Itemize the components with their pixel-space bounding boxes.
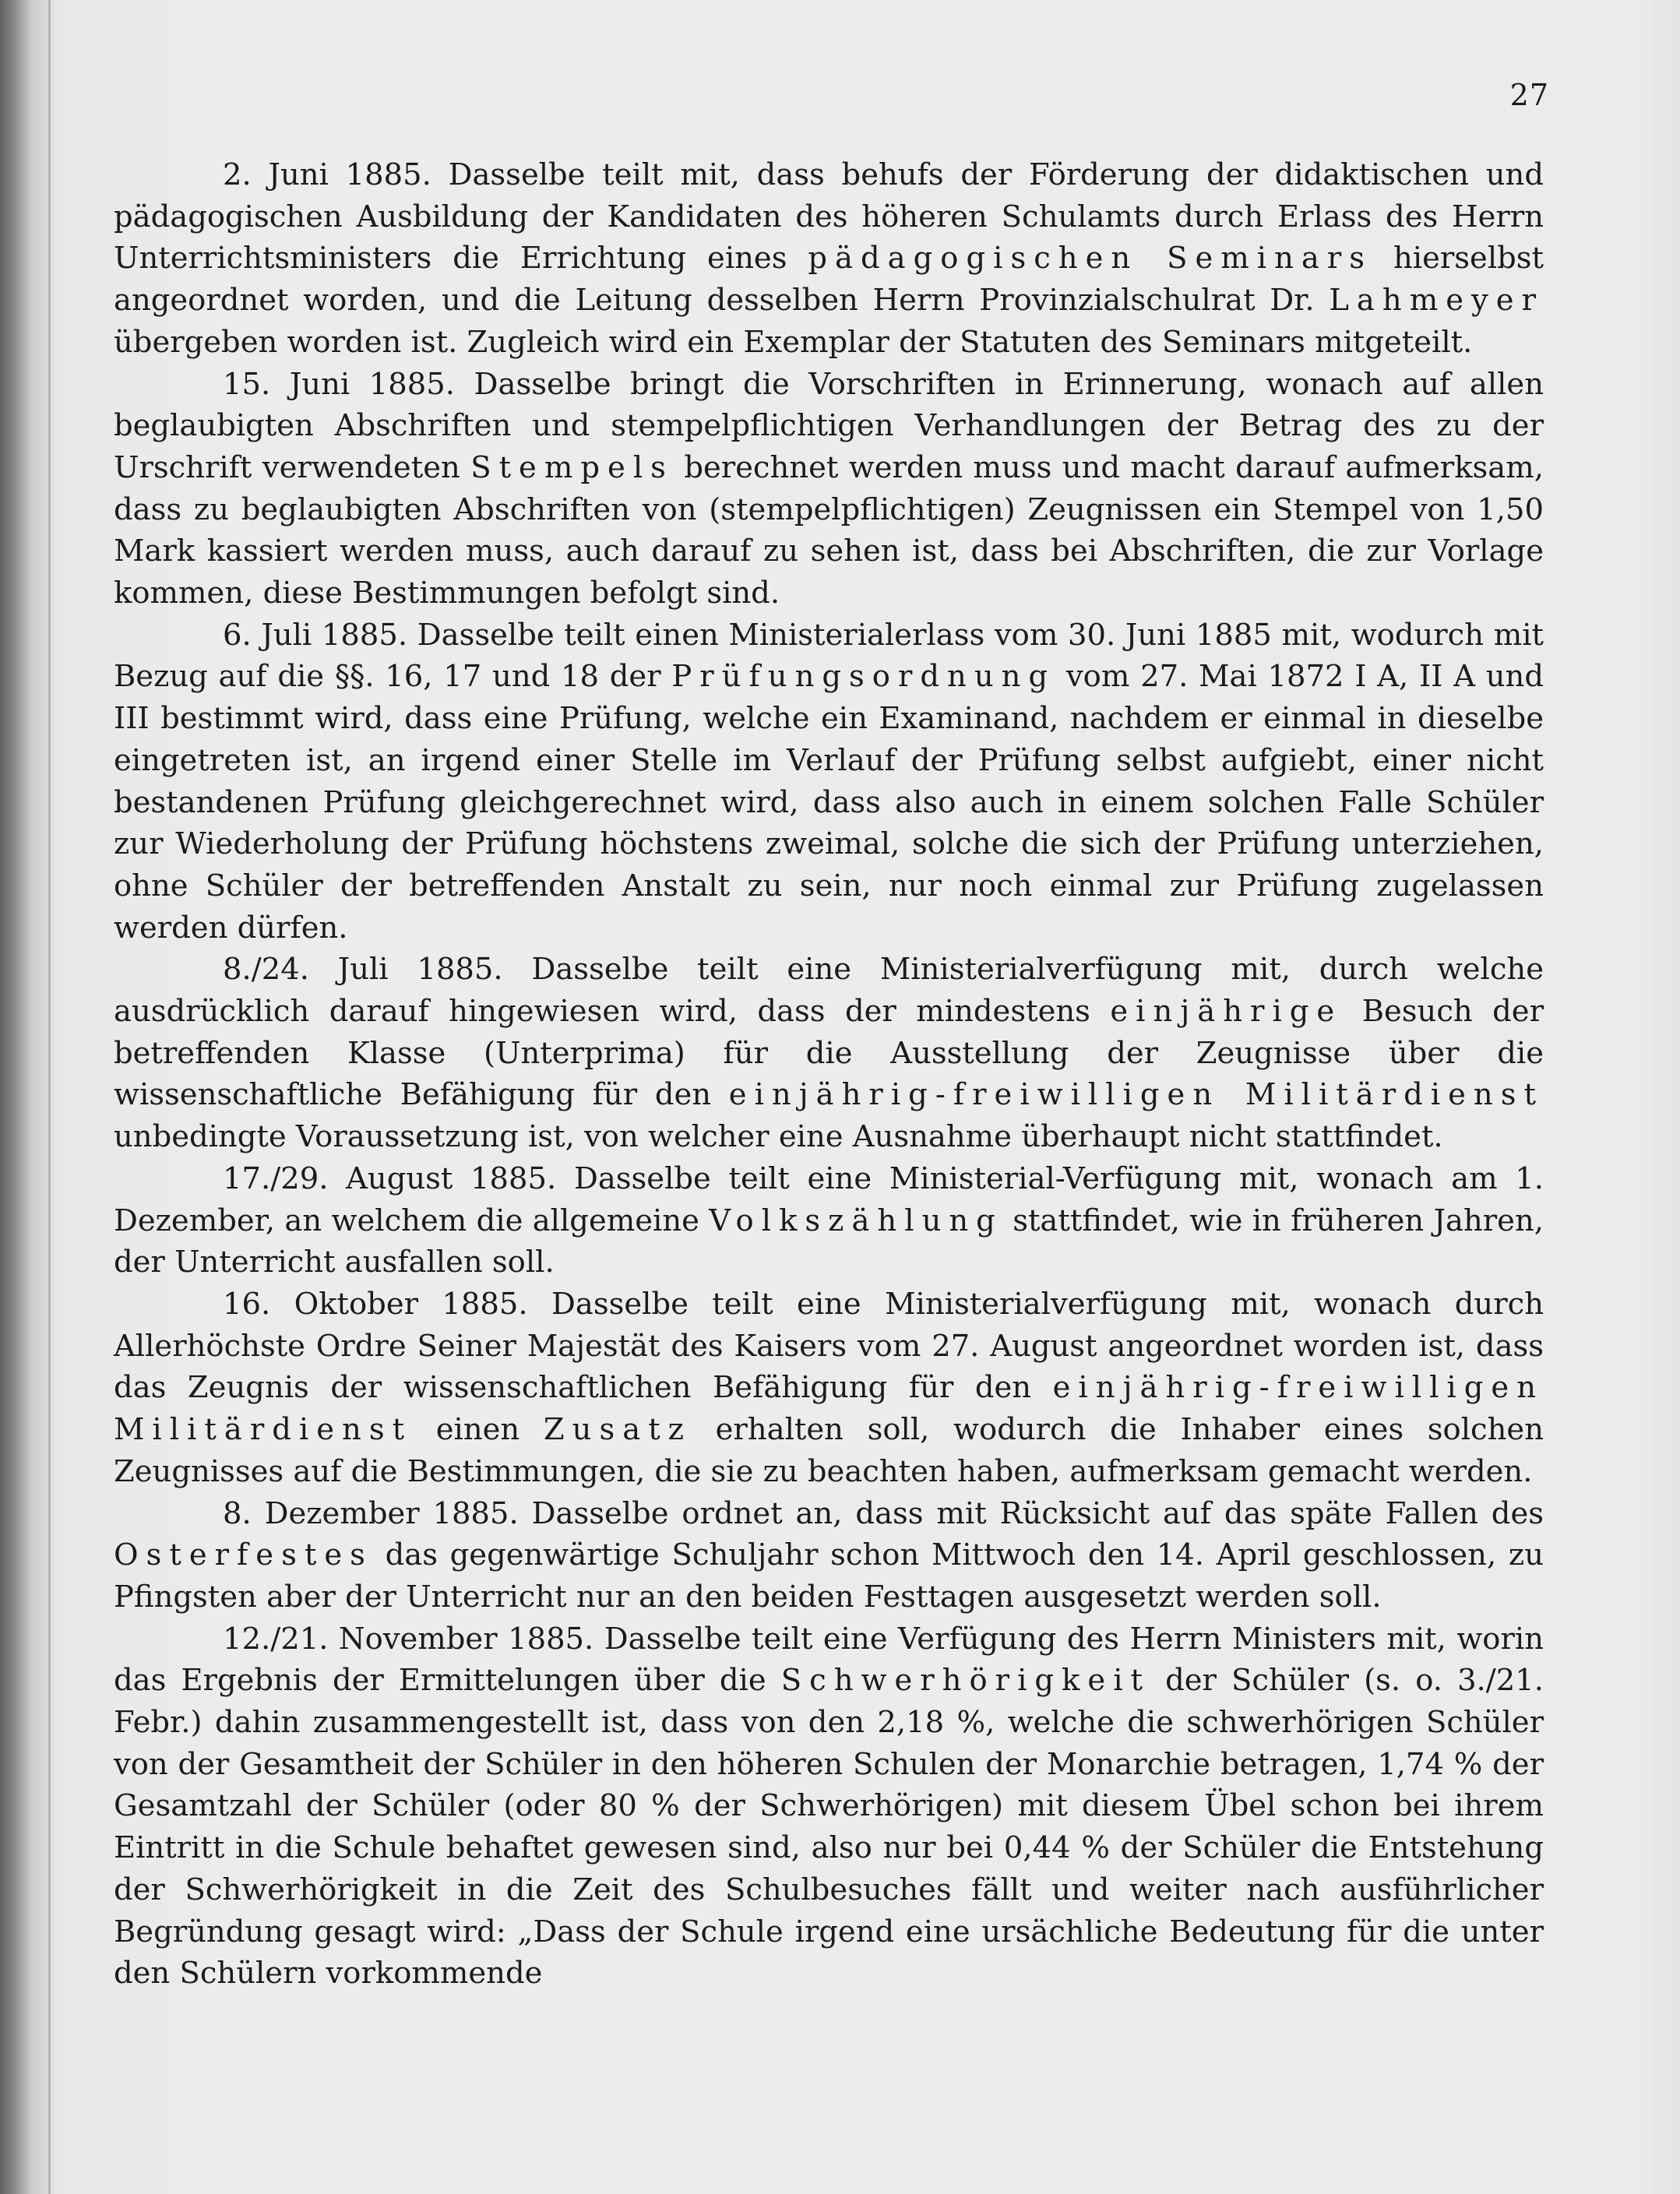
text-run: 8. Dezember 1885. Dasselbe ordnet an, dass mit Rücksicht auf das späte Fallen des <box>223 1495 1544 1531</box>
text-run: 2. Juni 1885. Dasselbe teilt mit, dass behufs der Förderung der didaktischen und pädagogischen Ausbildung der Kandidaten des höheren Schulamts durch Erlass des Herrn Unterrichtsministers die Errichtung eines <box>114 157 1544 276</box>
paragraph <box>114 1618 1544 1995</box>
paragraph <box>114 1493 1544 1618</box>
paragraph <box>114 154 1544 364</box>
text-run: erhalten soll, wodurch die Inhaber eines solchen Zeugnisses auf die Bestimmungen, die sie zu beachten haben, aufmerksam gemacht werden. <box>114 1412 1544 1489</box>
paragraph <box>114 615 1544 949</box>
text-run: das gegenwärtige Schuljahr schon Mittwoch den 14. April geschlossen, zu Pfingsten aber der Unterricht nur an den beiden Festtagen ausgesetzt werden soll. <box>114 1537 1544 1615</box>
spaced-emphasis: Prüfungsordnung <box>671 659 1056 695</box>
spaced-emphasis: Zusatz <box>543 1412 692 1448</box>
paragraph <box>114 949 1544 1158</box>
paragraph <box>114 364 1544 615</box>
text-run: berechnet werden muss und macht darauf aufmerksam, dass zu beglaubigten Abschriften von (stempelpflichtigen) Zeugnissen ein Stempel von 1,50 Mark kassiert werden muss, auch darauf zu sehen ist, dass bei Abschriften, die zur Vorlage kommen, diese Bestimmungen befolgt sind. <box>114 449 1544 611</box>
text-run: 15. Juni 1885. Dasselbe bringt die Vorschriften in Erinnerung, wonach auf allen beglaubigten Abschriften und stempelpflichtigen Verhandlungen der Betrag des zu der Urschrift verwendeten <box>114 366 1544 485</box>
text-run: einen <box>412 1412 544 1448</box>
text-run: vom 27. Mai 1872 I A, II A und III bestimmt wird, dass eine Prüfung, welche ein Examinand, nachdem er einmal in dieselbe eingetreten ist, an irgend einer Stelle im Verlauf der Prüfung selbst aufgiebt, einer nicht bestandenen Prüfung gleichgerechnet wird, dass also auch in einem solchen Falle Schüler zur Wiederholung der Prüfung höchstens zweimal, solche die sich der Prüfung unterziehen, ohne Schüler der betreffenden Anstalt zu sein, nur noch einmal zur Prüfung zugelassen werden dürfen. <box>114 659 1544 946</box>
text-run: unbedingte Voraussetzung ist, von welcher eine Ausnahme überhaupt nicht stattfindet. <box>114 1119 1443 1155</box>
spaced-emphasis: Schwerhörigkeit <box>780 1663 1150 1699</box>
spaced-emphasis: Lahmeyer <box>1329 283 1544 319</box>
spaced-emphasis: einjährig-freiwilligen Militärdienst <box>114 1370 1544 1448</box>
paragraph <box>114 1158 1544 1284</box>
binding-edge <box>48 0 51 2194</box>
text-run: hierselbst angeordnet worden, und die Leitung desselben Herrn Provinzialschulrat Dr. <box>114 241 1544 319</box>
paragraph <box>114 1284 1544 1493</box>
spaced-emphasis: Stempels <box>470 449 674 485</box>
text-run: 12./21. November 1885. Dasselbe teilt eine Verfügung des Herrn Ministers mit, worin das Ergebnis der Ermittelungen über die <box>114 1621 1544 1699</box>
text-run: 17./29. August 1885. Dasselbe teilt eine Ministerial-Verfügung mit, wonach am 1. Dezember, an welchem die allgemeine <box>114 1160 1544 1238</box>
text-run: Besuch der betreffenden Klasse (Unterprima) für die Ausstellung der Zeugnisse über die wissenschaftliche Befähigung für den <box>114 994 1544 1113</box>
spaced-emphasis: Osterfestes <box>114 1537 373 1573</box>
spaced-emphasis: einjährige <box>1110 994 1343 1030</box>
spaced-emphasis: Volkszählung <box>709 1203 1003 1238</box>
page-number: 27 <box>1509 78 1549 112</box>
text-run: stattfindet, wie in früheren Jahren, der Unterricht ausfallen soll. <box>114 1203 1544 1280</box>
body-text <box>114 154 1544 1995</box>
text-run: 6. Juli 1885. Dasselbe teilt einen Ministerialerlass vom 30. Juni 1885 mit, wodurch mit Bezug auf die §§. 16, 17 und 18 der <box>114 617 1544 695</box>
spaced-emphasis: einjährig-freiwilligen Militärdienst <box>728 1077 1544 1113</box>
text-run: 8./24. Juli 1885. Dasselbe teilt eine Ministerialverfügung mit, durch welche ausdrücklich darauf hingewiesen wird, dass der mindestens <box>114 952 1544 1030</box>
text-run: übergeben worden ist. Zugleich wird ein Exemplar der Statuten des Seminars mitgeteilt. <box>114 324 1473 360</box>
text-run: 16. Oktober 1885. Dasselbe teilt eine Ministerialverfügung mit, wonach durch Allerhöchste Ordre Seiner Majestät des Kaisers vom 27. August angeordnet worden ist, dass das Zeugnis der wissenschaftlichen Befähigung für den <box>114 1286 1544 1406</box>
text-run: der Schüler (s. o. 3./21. Febr.) dahin zusammengestellt ist, dass von den 2,18 %, welche die schwerhörigen Schüler von der Gesamtheit der Schüler in den höheren Schulen der Monarchie betragen, 1,74 % der Gesamtzahl der Schüler (oder 80 % der Schwerhörigen) mit diesem Übel schon bei ihrem Eintritt in die Schule behaftet gewesen sind, also nur bei 0,44 % der Schüler die Entstehung der Schwerhörigkeit in die Zeit des Schulbesuches fällt und weiter nach ausführlicher Begründung gesagt wird: „Dass der Schule irgend eine ursächliche Bedeutung für die unter den Schülern vorkommende <box>114 1663 1544 1992</box>
spaced-emphasis: pädagogischen Seminars <box>808 241 1373 276</box>
